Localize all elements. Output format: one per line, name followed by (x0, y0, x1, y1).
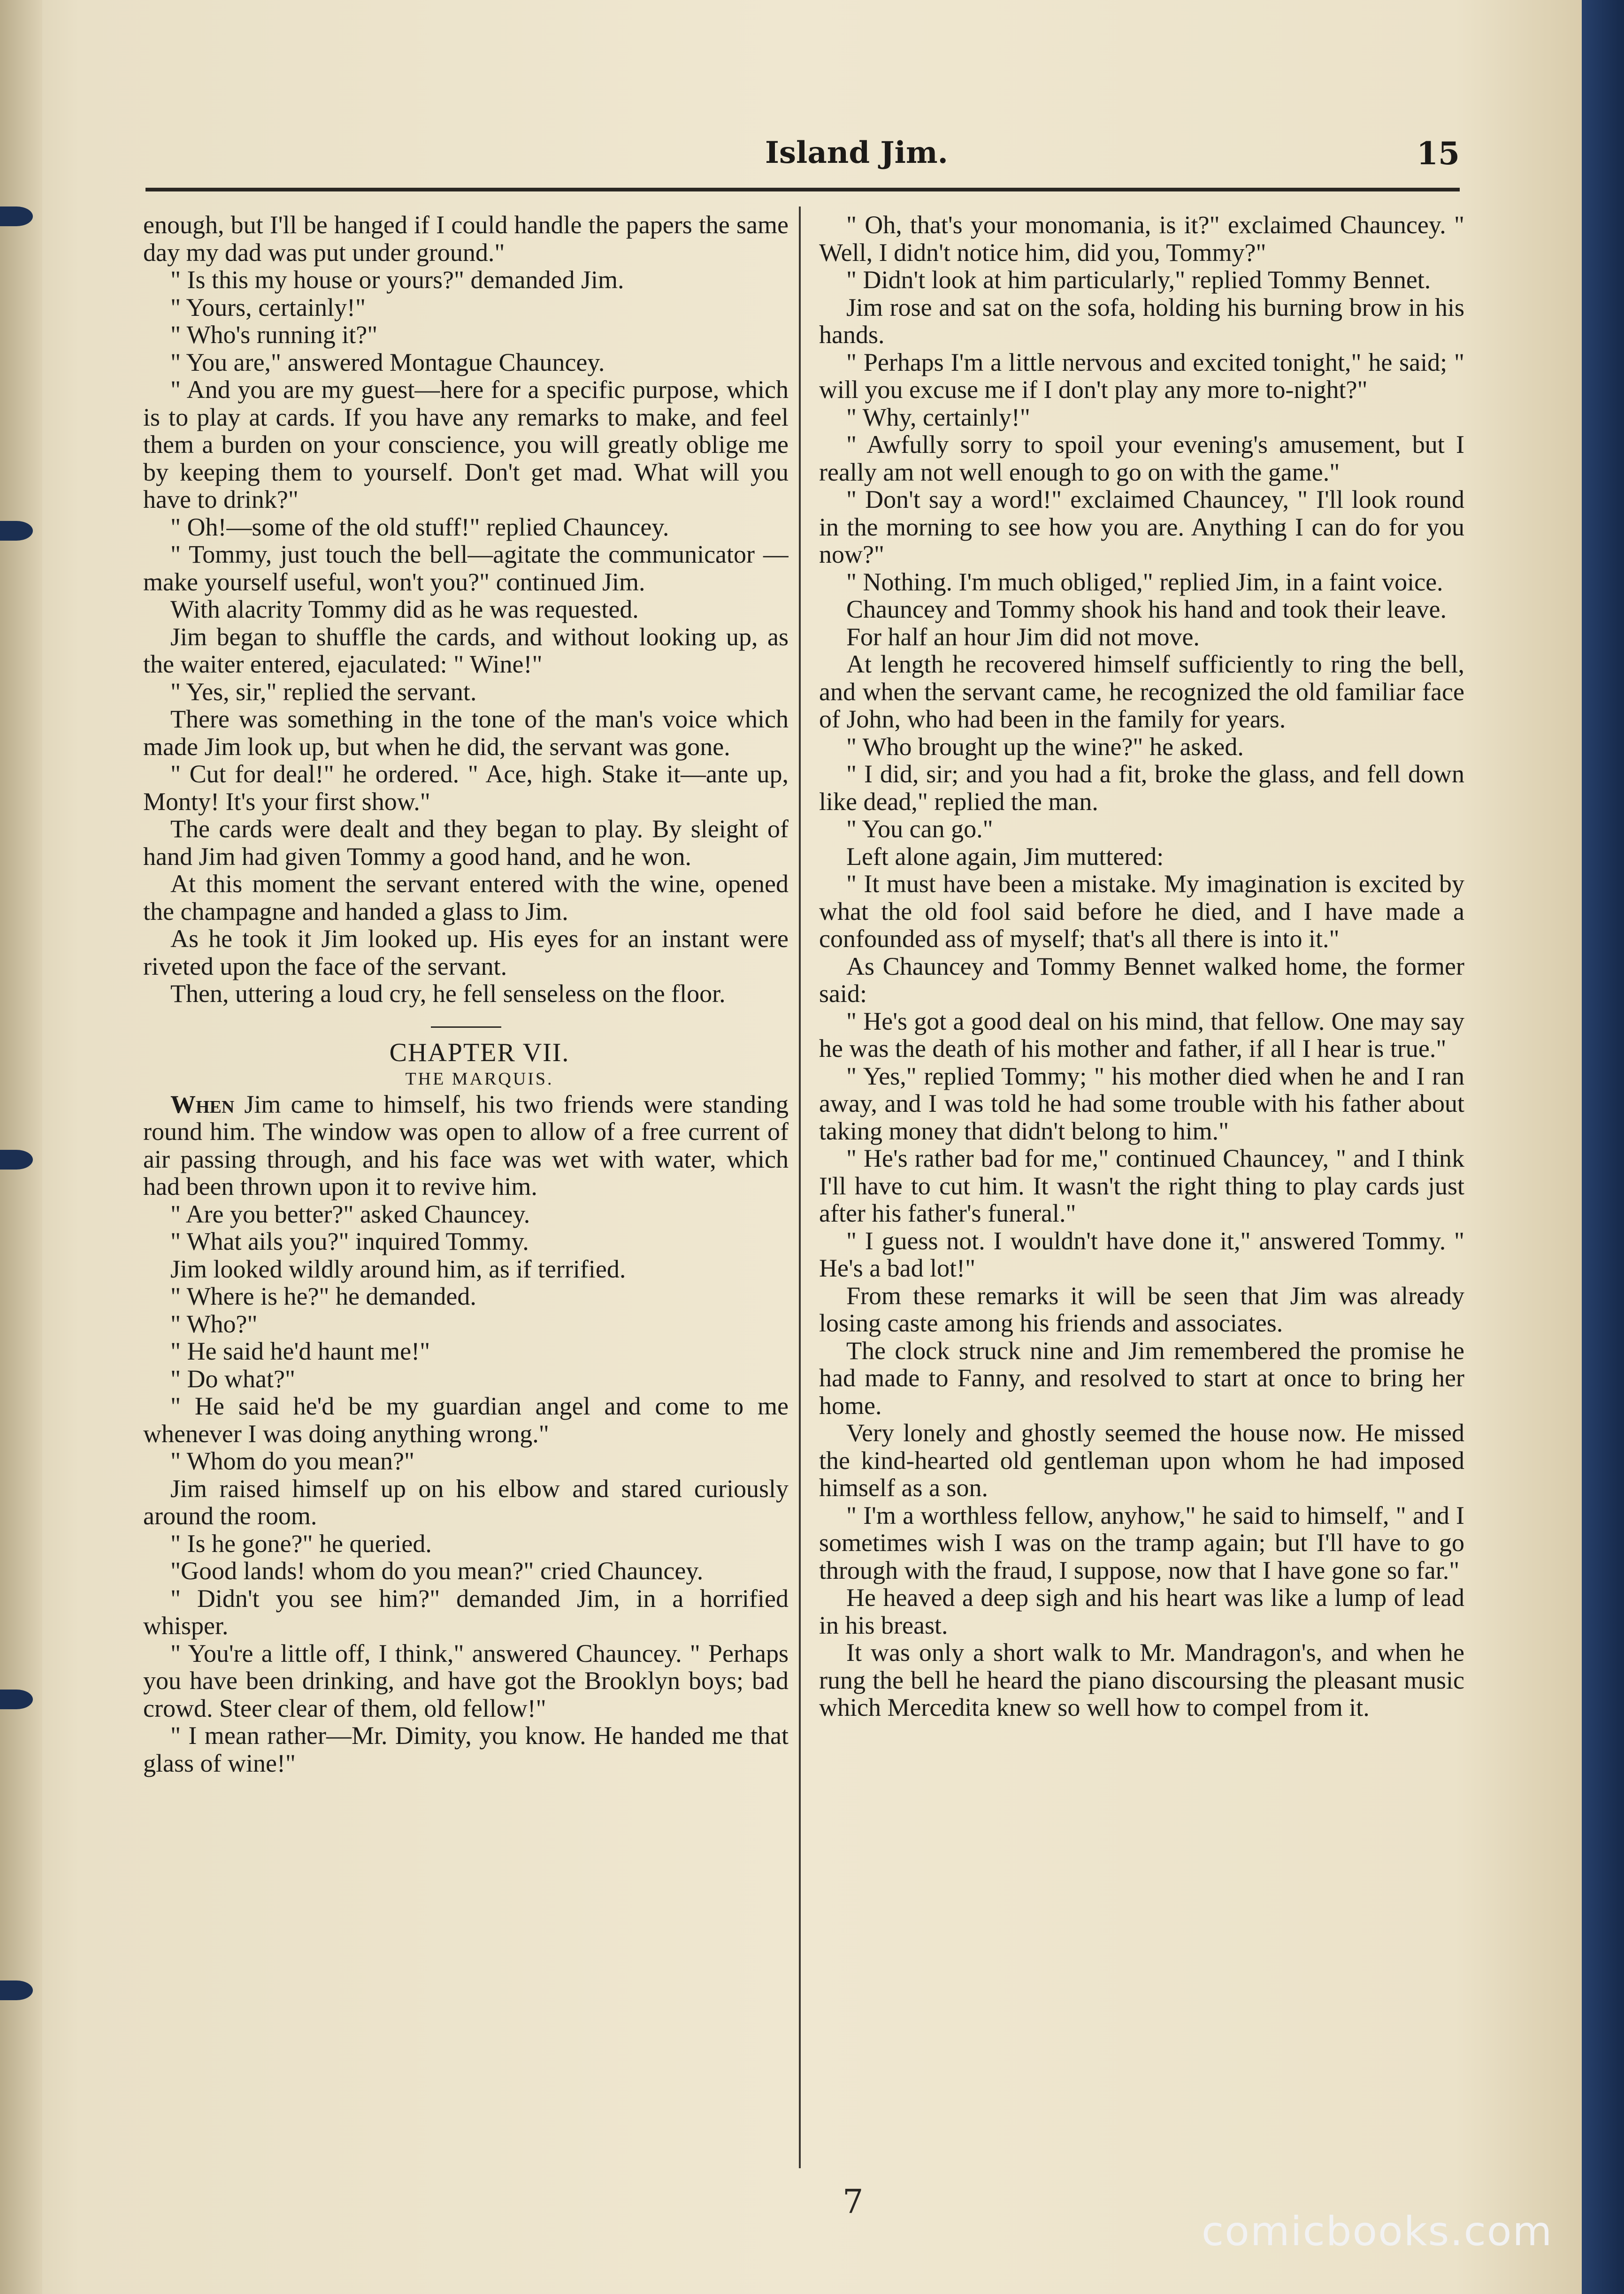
paragraph: It was only a short walk to Mr. Mandragon's, and when he rung the bell he heard the piano discoursing the pleasant music which Mercedita knew so well how to compel from it. (819, 1638, 1464, 1721)
paragraph: " Didn't you see him?" demanded Jim, in a horrified whisper. (143, 1584, 789, 1640)
chapter-first-paragraph-text: Jim came to himself, his two friends were standing round him. The window was open to allow of a free current of air passing through, and his face was wet with water, which had been thrown upon it to revive him. (143, 1090, 789, 1201)
paragraph: " You're a little off, I think," answered Chauncey. " Perhaps you have been drinking, and have got the Brooklyn boys; bad crowd. Steer clear of them, old fellow!" (143, 1639, 789, 1722)
scan-background (1582, 0, 1624, 2294)
paragraph: " He said he'd be my guardian angel and come to me whenever I was doing anything wrong." (143, 1392, 789, 1448)
left-column-text (143, 211, 789, 1008)
paragraph: " Nothing. I'm much obliged," replied Jim, in a faint voice. (846, 567, 1443, 596)
paragraph: " And you are my guest—here for a specific purpose, which is to play at cards. If you have any remarks to make, and feel them a burden on your conscience, you will greatly oblige me by keeping them to yourself. Don't get mad. What will you have to drink?" (143, 375, 789, 513)
paragraph: Very lonely and ghostly seemed the house now. He missed the kind-hearted old gentleman upon whom he had imposed himself as a son. (819, 1419, 1464, 1502)
paragraph: " Who's running it?" (170, 321, 378, 349)
paragraph: " Didn't look at him particularly," replied Tommy Bennet. (846, 266, 1431, 294)
paragraph: " He's rather bad for me," continued Chauncey, " and I think I'll have to cut him. It wasn't the right thing to play cards just after his father's funeral." (819, 1144, 1464, 1227)
paragraph: " What ails you?" inquired Tommy. (170, 1227, 529, 1255)
paragraph: " I guess not. I wouldn't have done it," answered Tommy. " He's a bad lot!" (819, 1226, 1464, 1282)
paragraph: There was something in the tone of the man's voice which made Jim look up, but when he did, the servant was gone. (143, 705, 789, 761)
paragraph: As he took it Jim looked up. His eyes for an instant were riveted upon the face of the servant. (143, 925, 789, 980)
paragraph: With alacrity Tommy did as he was requested. (170, 595, 639, 623)
right-column-text (819, 211, 1464, 1721)
paragraph: For half an hour Jim did not move. (846, 622, 1200, 651)
paragraph: The clock struck nine and Jim remembered the promise he had made to Fanny, and resolved to start at once to bring her home. (819, 1336, 1464, 1420)
binding-hole (0, 1150, 33, 1170)
paragraph: Jim began to shuffle the cards, and without looking up, as the waiter entered, ejaculated: " Wine!" (143, 622, 789, 678)
chapter-first-paragraph (143, 1091, 789, 1201)
paragraph: " Who?" (170, 1309, 258, 1338)
binding-hole (0, 1980, 33, 2000)
page-number: 15 (1417, 135, 1460, 172)
right-column (819, 211, 1464, 2182)
page-header (146, 127, 1460, 178)
paragraph: "Good lands! whom do you mean?" cried Chauncey. (170, 1557, 704, 1585)
paragraph: " He said he'd haunt me!" (170, 1337, 430, 1365)
chapter-subtitle: THE MARQUIS. (405, 1069, 554, 1089)
paragraph: " Cut for deal!" he ordered. " Ace, high. Stake it—ante up, Monty! It's your first show." (143, 760, 789, 816)
paragraph: " Tommy, just touch the bell—agitate the communicator — make yourself useful, won't you?" continued Jim. (143, 540, 789, 596)
paragraph: " Awfully sorry to spoil your evening's amusement, but I really am not well enough to go on with the game." (819, 430, 1464, 486)
running-title: Island Jim. (765, 135, 948, 170)
left-column-chapter-text (143, 1201, 789, 1777)
paragraph: " Is this my house or yours?" demanded Jim. (170, 266, 624, 294)
footer-mark: 7 (843, 2182, 864, 2221)
paragraph: " Is he gone?" he queried. (170, 1529, 432, 1558)
paragraph: " Who brought up the wine?" he asked. (846, 732, 1244, 761)
chapter-title: CHAPTER VII. (389, 1038, 570, 1067)
paragraph: " Where is he?" he demanded. (170, 1282, 476, 1310)
paragraph: " Oh, that's your monomania, is it?" exclaimed Chauncey. " Well, I didn't notice him, did you, Tommy?" (819, 211, 1464, 267)
paragraph: He heaved a deep sigh and his heart was like a lump of lead in his breast. (819, 1583, 1464, 1639)
paragraph: At length he recovered himself sufficiently to ring the bell, and when the servant came, he recognized the old familiar face of John, who had been in the family for years. (819, 650, 1464, 733)
paragraph: " You are," answered Montague Chauncey. (170, 348, 605, 376)
paragraph: " Oh!—some of the old stuff!" replied Chauncey. (170, 512, 669, 541)
paragraph: Chauncey and Tommy shook his hand and took their leave. (846, 595, 1447, 623)
column-divider (799, 206, 801, 2168)
paragraph: From these remarks it will be seen that Jim was already losing caste among his friends and associates. (819, 1281, 1464, 1337)
paragraph: " I mean rather—Mr. Dimity, you know. He handed me that glass of wine!" (143, 1721, 789, 1777)
paragraph: At this moment the servant entered with the wine, opened the champagne and handed a glass to Jim. (143, 870, 789, 925)
paragraph: The cards were dealt and they began to play. By sleight of hand Jim had given Tommy a good hand, and he won. (143, 815, 789, 871)
header-rule (146, 188, 1460, 191)
paragraph: " Yours, certainly!" (170, 293, 366, 321)
paragraph: " Perhaps I'm a little nervous and excited tonight," he said; " will you excuse me if I don't play any more to-night?" (819, 348, 1464, 404)
chapter-lead-word: When (170, 1090, 235, 1118)
binding-hole (0, 206, 33, 226)
paragraph: " It must have been a mistake. My imagination is excited by what the old fool said before he died, and I have made a confounded ass of myself; that's all there is into it." (819, 870, 1464, 953)
paragraph: " Do what?" (170, 1364, 296, 1393)
paragraph: Jim looked wildly around him, as if terrified. (170, 1254, 626, 1283)
section-separator (431, 1026, 501, 1028)
paragraph: " You can go." (846, 815, 993, 843)
site-watermark: comicbooks.com (1202, 2208, 1553, 2255)
paragraph: " Don't say a word!" exclaimed Chauncey, " I'll look round in the morning to see how you are. Anything I can do for you now?" (819, 485, 1464, 568)
paragraph: Jim raised himself up on his elbow and stared curiously around the room. (143, 1474, 789, 1530)
paragraph: As Chauncey and Tommy Bennet walked home, the former said: (819, 952, 1464, 1008)
page-gutter (0, 0, 42, 2294)
paragraph: " He's got a good deal on his mind, that fellow. One may say he was the death of his mother and father, if all I hear is true." (819, 1007, 1464, 1063)
paragraph: " I did, sir; and you had a fit, broke the glass, and fell down like dead," replied the man. (819, 760, 1464, 816)
binding-hole (0, 521, 33, 541)
paragraph: " Why, certainly!" (846, 403, 1030, 431)
paragraph: Then, uttering a loud cry, he fell senseless on the floor. (170, 979, 726, 1008)
paragraph: " Whom do you mean?" (170, 1447, 414, 1475)
paragraph: " Yes, sir," replied the servant. (170, 677, 477, 706)
paragraph: Jim rose and sat on the sofa, holding his burning brow in his hands. (819, 293, 1464, 349)
paragraph: " I'm a worthless fellow, anyhow," he said to himself, " and I sometimes wish I was on the tramp again; but I'll have to go through with the fraud, I suppose, now that I have gone so far." (819, 1501, 1464, 1584)
paragraph: enough, but I'll be hanged if I could handle the papers the same day my dad was put under ground." (143, 211, 789, 267)
paragraph: " Are you better?" asked Chauncey. (170, 1200, 530, 1228)
paragraph: " Yes," replied Tommy; " his mother died when he and I ran away, and I was told he had some trouble with his father about taking money that didn't belong to him." (819, 1062, 1464, 1145)
binding-hole (0, 1690, 33, 1709)
left-column (143, 211, 789, 2182)
paragraph: Left alone again, Jim muttered: (846, 842, 1164, 871)
